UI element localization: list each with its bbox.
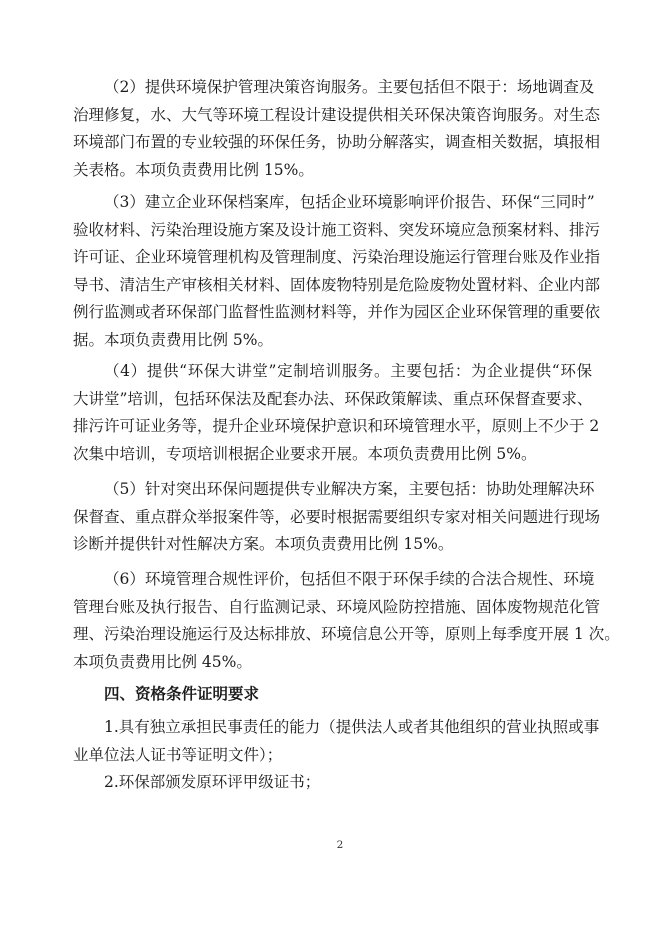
text-line: （5）针对突出环保问题提供专业解决方案，主要包括：协助处理解决环 <box>104 480 595 498</box>
text-line: （2）提供环境保护管理决策咨询服务。主要包括但不限于：场地调查及 <box>104 78 595 96</box>
text-line: 例行监测或者环保部门监督性监测材料等，并作为园区企业环保管理的重要依 <box>73 303 601 322</box>
text-line: （4）提供“环保大讲堂”定制培训服务。主要包括：为企业提供“环保 <box>104 362 592 380</box>
text-line: 业单位法人证书等证明文件）； <box>73 745 283 764</box>
text-line: 大讲堂”培训，包括环保法及配套办法、环保政策解读、重点环保督查要求、 <box>73 389 593 408</box>
text-line: （3）建立企业环保档案库，包括企业环境影响评价报告、环保“三同时” <box>104 193 595 211</box>
text-line: 排污许可证业务等，提升企业环境保护意识和环境管理水平，原则上不少于 2 <box>73 417 600 436</box>
service-item-3 <box>73 189 601 355</box>
text-line: （6）环境管理合规性评价，包括但不限于环保手续的合法合规性、环境 <box>104 570 595 588</box>
service-item-2 <box>73 74 601 184</box>
text-line: 诊断并提供针对性解决方案。本项负责费用比例 15%。 <box>73 535 454 554</box>
text-line: 验收材料、污染治理设施方案及设计施工资料、突发环境应急预案材料、排污 <box>73 220 601 239</box>
text-line: 本项负责费用比例 45%。 <box>73 652 252 671</box>
page-number: 2 <box>336 839 344 851</box>
requirement-item-1 <box>73 714 600 769</box>
service-item-6 <box>73 566 620 676</box>
text-line: 1.具有独立承担民事责任的能力（提供法人或者其他组织的营业执照或事 <box>104 718 600 736</box>
text-line: 许可证、企业环境管理机构及管理制度、污染治理设施运行管理台账及作业指 <box>73 248 601 267</box>
text-line: 理、污染治理设施运行及达标排放、环境信息公开等，原则上每季度开展 1 次。 <box>73 625 620 644</box>
text-line: 关表格。本项负责费用比例 15%。 <box>73 160 314 179</box>
service-item-4 <box>73 358 600 468</box>
text-line: 次集中培训，专项培训根据企业要求开展。本项负责费用比例 5%。 <box>73 444 537 463</box>
requirement-item-2 <box>73 769 592 797</box>
text-line: 环境部门布置的专业较强的环保任务，协助分解落实，调查相关数据，填报相 <box>73 133 601 152</box>
text-line: 2.环保部颁发原环评甲级证书； <box>104 773 321 791</box>
text-line: 保督查、重点群众举报案件等，必要时根据需要组织专家对相关问题进行现场 <box>73 507 601 526</box>
section-heading: 四、资格条件证明要求 <box>104 685 260 703</box>
text-line: 管理台账及执行报告、自行监测记录、环境风险防控措施、固体废物规范化管 <box>73 597 601 616</box>
service-item-5 <box>73 476 601 559</box>
text-line: 据。本项负责费用比例 5%。 <box>73 330 274 349</box>
text-line: 导书、清洁生产审核相关材料、固体废物特别是危险废物处置材料、企业内部 <box>73 275 601 294</box>
text-line: 治理修复，水、大气等环境工程设计建设提供相关环保决策咨询服务。对生态 <box>73 105 601 124</box>
